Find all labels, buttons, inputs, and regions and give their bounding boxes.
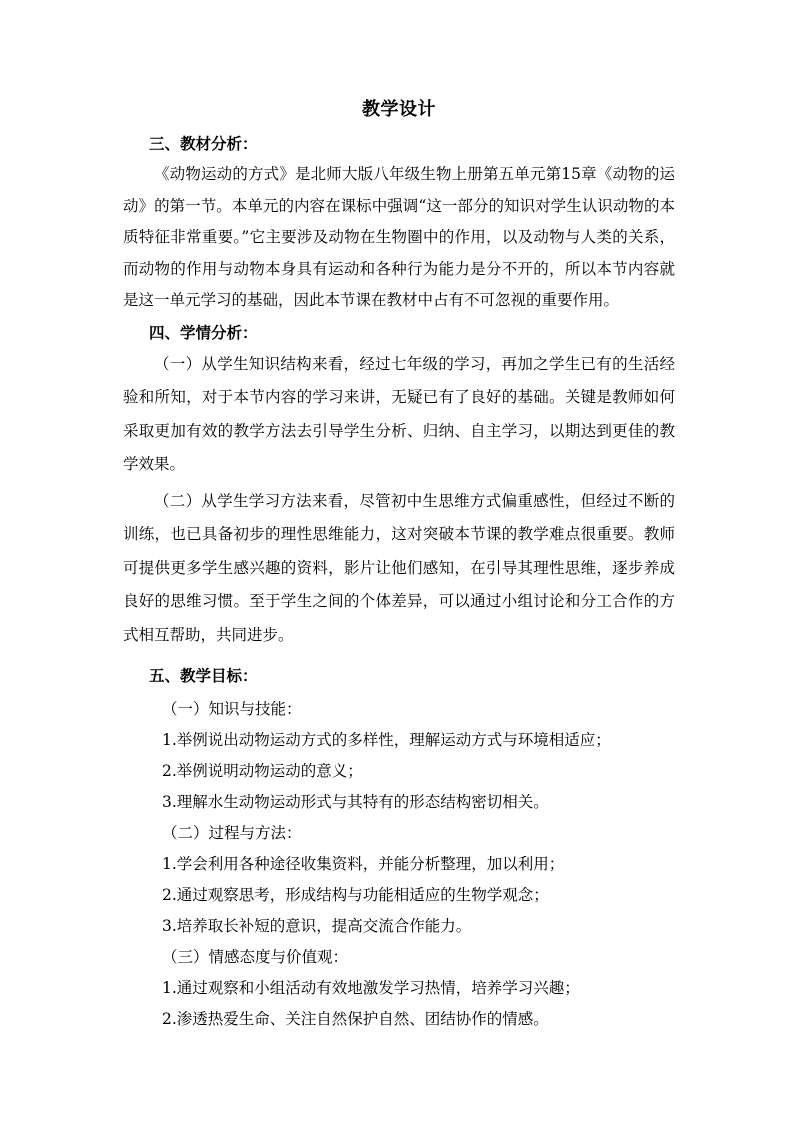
objective-item: 1.举例说出动物运动方式的多样性，理解运动方式与环境相适应； xyxy=(162,731,611,749)
student-analysis-paragraph-1: （一）从学生知识结构来看，经过七年级的学习，再加之学生已有的生活经验和所知，对于本节内容的学习来讲，无疑已有了良好的基础。关键是教师如何采取更加有效的教学方法去引导学生分析、归纳、自主学习，以期达到更佳的教学效果。 xyxy=(123,354,675,473)
objective-group-label-process: （二）过程与方法： xyxy=(162,824,302,842)
objective-item: 2.通过观察思考，形成结构与功能相适应的生物学观念； xyxy=(162,886,549,904)
objective-item: 2.渗透热爱生命、关注自然保护自然、团结协作的情感。 xyxy=(162,1010,549,1028)
objective-item: 3.理解水生动物运动形式与其特有的形态结构密切相关。 xyxy=(162,793,549,811)
objective-item: 1.通过观察和小组活动有效地激发学习热情，培养学习兴趣； xyxy=(162,979,580,997)
student-analysis-paragraph-2: （二）从学生学习方法来看，尽管初中生思维方式偏重感性，但经过不断的训练，也已具备初步的理性思维能力，这对突破本节课的教学难点很重要。教师可提供更多学生感兴趣的资料，影片让他们感知，在引导其理性思维，逐步养成良好的思维习惯。至于学生之间的个体差异，可以通过小组讨论和分工合作的方式相互帮助，共同进步。 xyxy=(123,491,675,644)
textbook-analysis-paragraph: 《动物运动的方式》是北师大版八年级生物上册第五单元第15章《动物的运动》的第一节。本单元的内容在课标中强调“这一部分的知识对学生认识动物的本质特征非常重要。”它主要涉及动物在生物圈中的作用，以及动物与人类的关系，而动物的作用与动物本身具有运动和各种行为能力是分不开的，所以本节内容就是这一单元学习的基础，因此本节课在教材中占有不可忽视的重要作用。 xyxy=(123,165,675,309)
document-title: 教学设计 xyxy=(362,99,436,120)
objective-item: 2.举例说明动物运动的意义； xyxy=(162,762,363,780)
objective-group-label-knowledge: （一）知识与技能： xyxy=(162,700,302,718)
objective-item: 3.培养取长补短的意识，提高交流合作能力。 xyxy=(162,917,472,935)
objective-item: 1.学会利用各种途径收集资料，并能分析整理，加以利用； xyxy=(162,855,565,873)
objective-group-label-attitude: （三）情感态度与价值观： xyxy=(162,948,349,966)
section-heading-student-analysis: 四、学情分析： xyxy=(149,322,258,342)
document-body xyxy=(123,96,675,1035)
section-heading-teaching-objectives: 五、教学目标： xyxy=(149,666,258,685)
section-heading-textbook-analysis: 三、教材分析： xyxy=(149,134,258,153)
